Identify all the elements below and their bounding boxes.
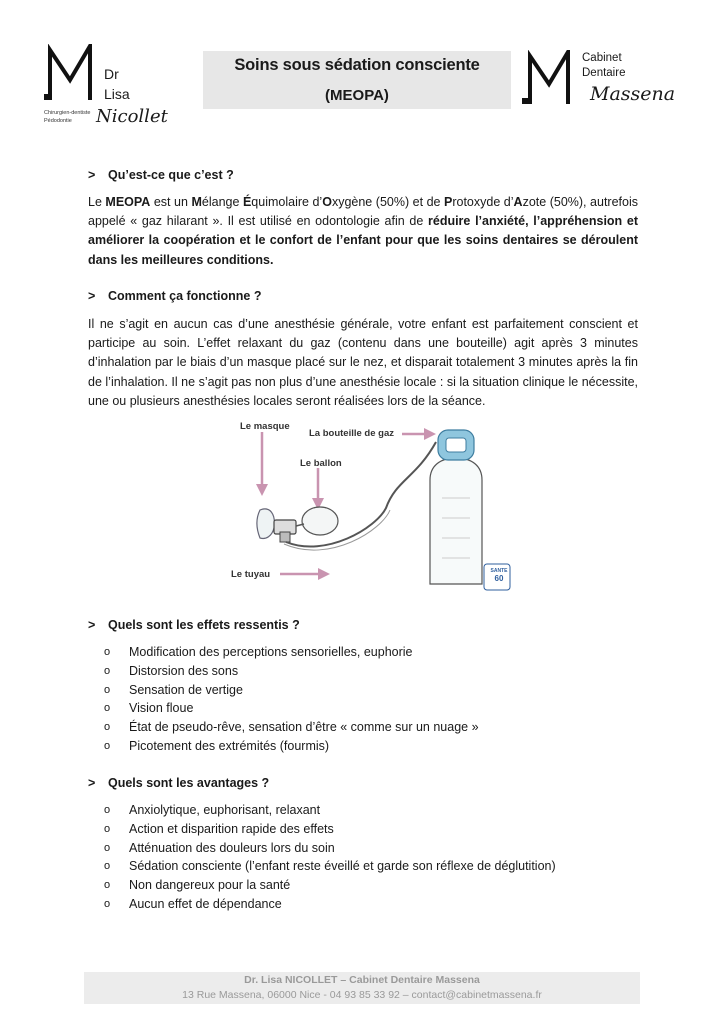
logo-subtitle-2: Pédodontie [44, 118, 72, 124]
right-logo-m-mark [522, 50, 574, 106]
logo-signature-nicollet: Nicollet [96, 106, 168, 127]
list-item: o Distorsion des sons [104, 662, 479, 681]
bullet-icon: o [104, 822, 111, 835]
list-item: o Action et disparition rapide des effets [104, 820, 556, 839]
sante-badge-text: SANTE 60 [490, 568, 508, 583]
label-bottle: La bouteille de gaz [309, 428, 394, 439]
list-item: o Atténuation des douleurs lors du soin [104, 839, 556, 858]
list-item: o Anxiolytique, euphorisant, relaxant [104, 801, 556, 820]
cabinet-line-1: Cabinet [582, 52, 622, 64]
heading-how-it-works: > Comment ça fonctionne ? [88, 289, 262, 303]
heading-advantages: > Quels sont les avantages ? [88, 776, 270, 790]
chevron-right-icon: > [88, 168, 96, 182]
label-balloon: Le ballon [300, 458, 342, 469]
chevron-right-icon: > [88, 618, 96, 632]
bullet-icon: o [104, 879, 111, 892]
chevron-right-icon: > [88, 289, 96, 303]
bullet-icon: o [104, 683, 111, 696]
effects-list [104, 643, 479, 756]
mask-shape [257, 509, 274, 539]
bullet-icon: o [104, 702, 111, 715]
list-item: o Sensation de vertige [104, 681, 479, 700]
meopa-equipment-illustration [226, 418, 516, 594]
bullet-icon: o [104, 860, 111, 873]
advantages-list [104, 801, 556, 914]
label-tube: Le tuyau [231, 569, 271, 580]
page-title: Soins sous sédation consciente [234, 56, 480, 74]
bullet-icon: o [104, 804, 111, 816]
heading-effects: > Quels sont les effets ressentis ? [88, 618, 300, 632]
list-item: o Vision floue [104, 699, 479, 718]
bullet-icon: o [104, 897, 111, 910]
list-item: o État de pseudo-rêve, sensation d’être « comme sur un nuage » [104, 718, 479, 737]
logo-subtitle-1: Chirurgien-dentiste [44, 110, 91, 116]
paragraph-how-it-works: Il ne s’agit en aucun cas d’une anesthésie générale, votre enfant est parfaitement conscient et participe au soin. L’effet relaxant du gaz (contenu dans une bouteille) agit après 3 minutes d’inhalation par le biais d’un masque placé sur le nez, et disparait totalement 3 minutes après la fin de l’inhalation. Il ne s’agit pas non plus d’une anesthésie locale : si la situation clinique le nécessite, une ou plusieurs anesthésies locales seront réalisées lors de la séance. [88, 317, 638, 408]
footer-contact: 13 Rue Massena, 06000 Nice - 04 93 85 33 92 – contact@cabinetmassena.fr [182, 989, 542, 1001]
page-subtitle: (MEOPA) [325, 87, 389, 104]
logo-name-first: Dr [104, 66, 119, 82]
list-item: o Picotement des extrémités (fourmis) [104, 737, 479, 756]
paragraph-what-is-it: Le MEOPA est un Mélange Équimolaire d’Oxygène (50%) et de Protoxyde d’Azote (50%), autrefois appelé « gaz hilarant ». Il est utilisé en odontologie afin de réduire l’anxiété, l’appréhension et améliorer la coopération et le confort de l’enfant pour que les soins dentaires se déroulent dans les meilleures conditions. [88, 195, 639, 267]
heading-what-is-it: > Qu’est-ce que c’est ? [88, 168, 234, 182]
bullet-icon: o [104, 721, 111, 734]
chevron-right-icon: > [88, 776, 96, 790]
bullet-icon: o [104, 646, 111, 658]
label-mask: Le masque [240, 421, 290, 432]
bullet-icon: o [104, 841, 111, 854]
gas-bottle [430, 458, 482, 584]
list-item: o Sédation consciente (l’enfant reste éveillé et garde son réflexe de déglutition) [104, 857, 556, 876]
cabinet-line-2: Dentaire [582, 67, 626, 79]
footer-title: Dr. Lisa NICOLLET – Cabinet Dentaire Massena [244, 974, 480, 986]
bullet-icon: o [104, 739, 111, 752]
balloon-shape [302, 507, 338, 535]
cabinet-signature-massena: Massena [590, 83, 676, 105]
list-item: o Non dangereux pour la santé [104, 876, 556, 895]
bullet-icon: o [104, 664, 111, 677]
list-item: o Modification des perceptions sensorielles, euphorie [104, 643, 479, 662]
list-item: o Aucun effet de dépendance [104, 895, 556, 914]
logo-name-second: Lisa [104, 86, 130, 102]
left-logo-m-mark [44, 44, 96, 102]
